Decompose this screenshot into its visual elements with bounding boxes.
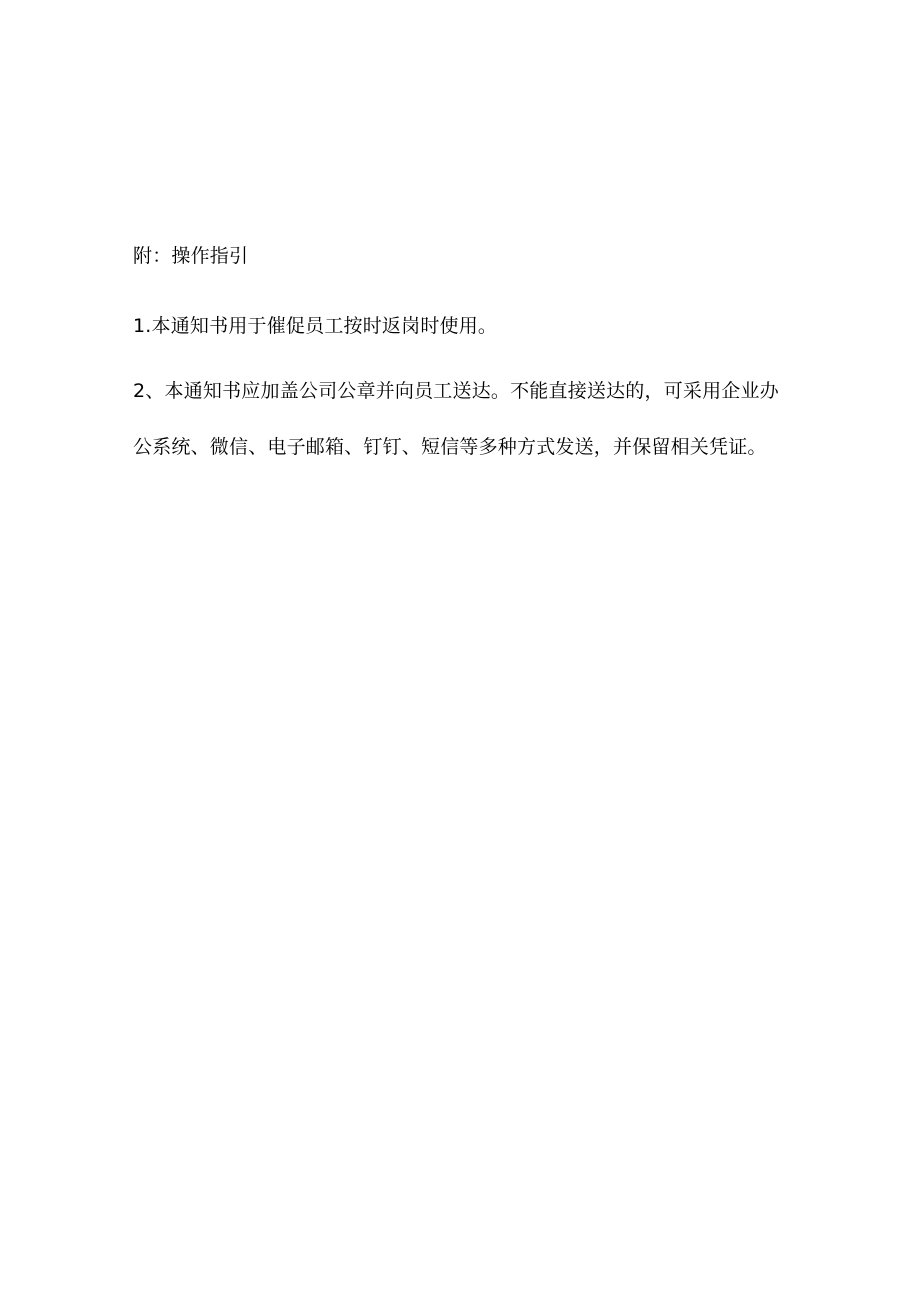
- appendix-heading: 附：操作指引: [133, 245, 249, 267]
- instruction-item-1: 1.本通知书用于催促员工按时返岗时使用。: [133, 315, 498, 337]
- document-body: [133, 239, 793, 475]
- instruction-item-2: 2、本通知书应加盖公司公章并向员工送达。不能直接送达的，可采用企业办公系统、微信、电子邮箱、钉钉、短信等多种方式发送，并保留相关凭证。: [133, 380, 779, 458]
